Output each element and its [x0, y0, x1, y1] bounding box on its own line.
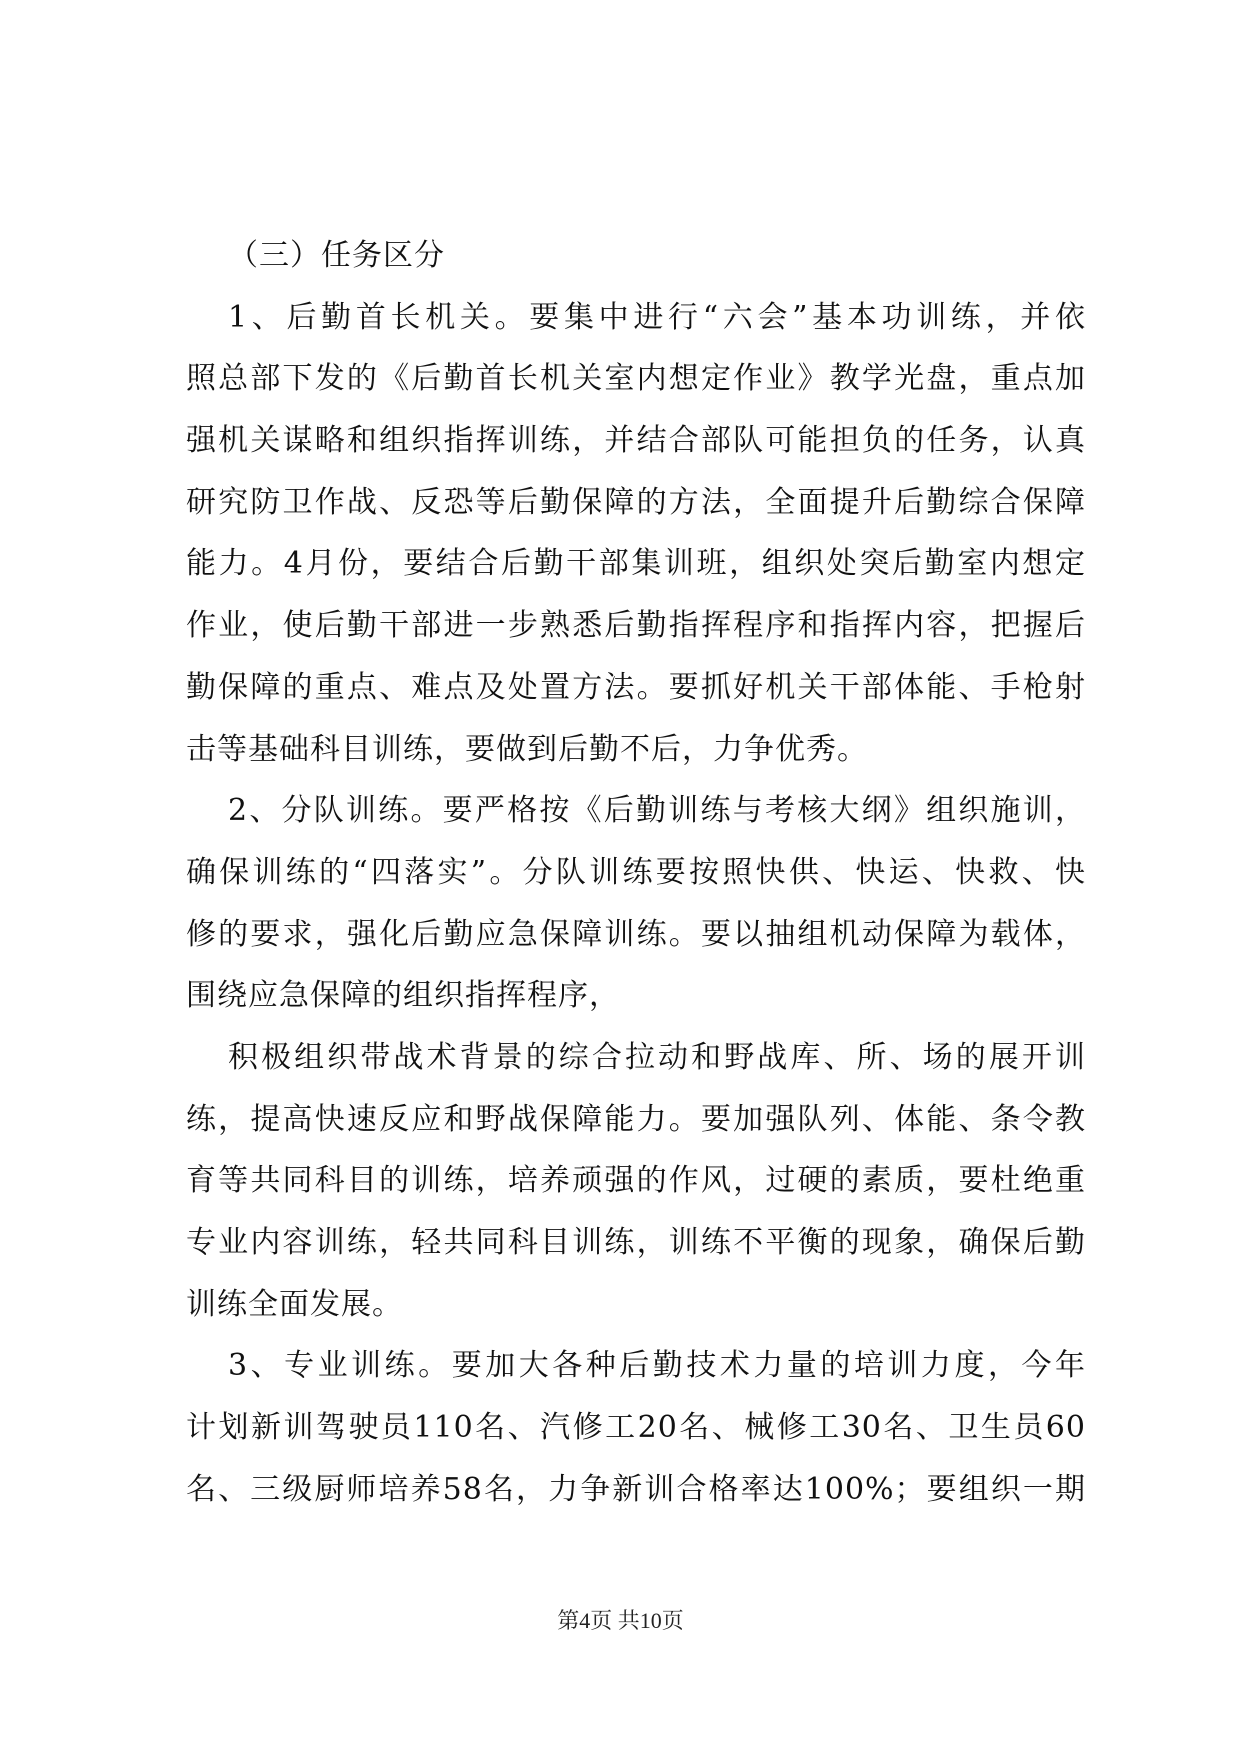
text-line: 击等基础科目训练，要做到后勤不后，力争优秀。: [186, 731, 868, 767]
text-line: 练，提高快速反应和野战保障能力。要加强队列、体能、条令教: [186, 1101, 1086, 1137]
page-number-footer: 第4页 共10页: [557, 1608, 684, 1633]
text-line: 研究防卫作战、反恐等后勤保障的方法，全面提升后勤综合保障: [186, 484, 1086, 520]
text-line: 1、后勤首长机关。要集中进行“六会”基本功训练，并依: [228, 299, 1086, 335]
text-line: 计划新训驾驶员110名、汽修工20名、械修工30名、卫生员60: [186, 1410, 1086, 1446]
text-line: 作业，使后勤干部进一步熟悉后勤指挥程序和指挥内容，把握后: [186, 608, 1086, 644]
text-line: 强机关谋略和组织指挥训练，并结合部队可能担负的任务，认真: [186, 423, 1086, 459]
text-line: 2、分队训练。要严格按《后勤训练与考核大纲》组织施训，: [228, 793, 1086, 829]
text-line: 修的要求，强化后勤应急保障训练。要以抽组机动保障为载体，: [186, 916, 1086, 952]
text-line: 3、专业训练。要加大各种后勤技术力量的培训力度，今年: [228, 1348, 1086, 1384]
text-line: 名、三级厨师培养58名，力争新训合格率达100%；要组织一期: [186, 1471, 1086, 1507]
text-line: 勤保障的重点、难点及处置方法。要抓好机关干部体能、手枪射: [186, 669, 1086, 705]
text-line: 围绕应急保障的组织指挥程序，: [186, 978, 620, 1014]
text-line: 专业内容训练，轻共同科目训练，训练不平衡的现象，确保后勤: [186, 1225, 1086, 1260]
section-heading: （三）任务区分: [228, 238, 445, 273]
document-body: [186, 225, 1086, 1520]
text-line: 能力。4月份，要结合后勤干部集训班，组织处突后勤室内想定: [186, 546, 1086, 582]
text-line: 确保训练的“四落实”。分队训练要按照快供、快运、快救、快: [186, 854, 1086, 890]
text-line: 训练全面发展。: [186, 1286, 403, 1322]
text-line: 照总部下发的《后勤首长机关室内想定作业》教学光盘，重点加: [186, 361, 1086, 397]
text-line: 积极组织带战术背景的综合拉动和野战库、所、场的展开训: [228, 1039, 1086, 1075]
text-line: 育等共同科目的训练，培养顽强的作风，过硬的素质，要杜绝重: [186, 1163, 1086, 1199]
